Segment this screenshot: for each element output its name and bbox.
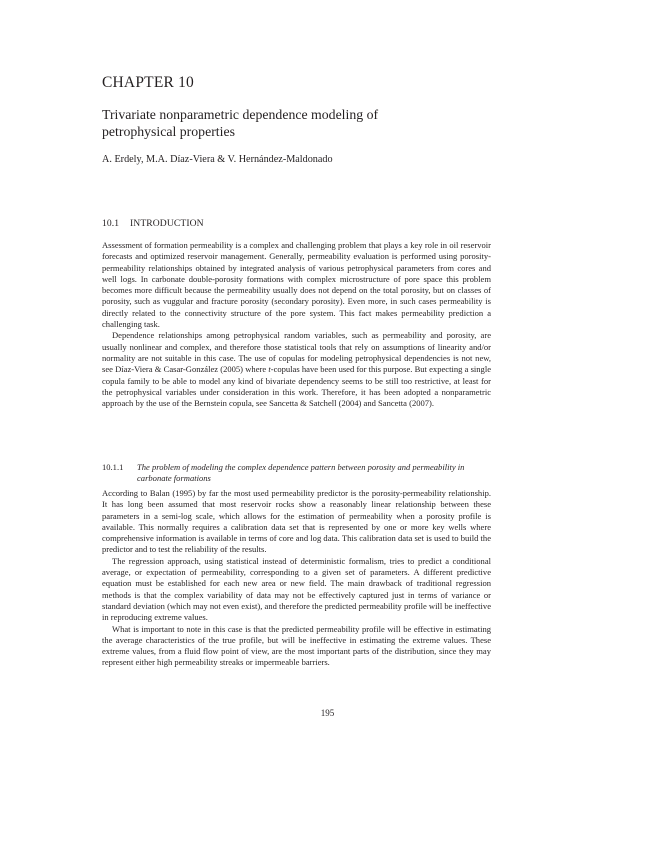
paragraph-4: The regression approach, using statistical instead of deterministic formalism, tries to predict a conditional average, or expectation of permeability, corresponding to a given set of parameters. A different predictive equation must be established for each new area or new field. The main drawback of traditional regression methods is that the complex variability of data may not be effectively captured just in terms of variance or standard deviation (which may not even exist), and therefore the predicted permeability profile will be ineffective in reproducing extreme values. bbox=[102, 555, 491, 623]
paragraph-2-end: -copulas have been used for this purpose. But expecting a single copula family to be able to model any kind of bivariate dependency seems to be still too restrictive, at least for the petrophysical variables under consideration in this work. Therefore, it has been adopted a nonparametric approach by the use of the Bernstein copula, see Sancetta & Satchell (2004) and Sancetta (2007). bbox=[102, 364, 491, 409]
chapter-label: CHAPTER 10 bbox=[102, 74, 194, 91]
paragraph-2-italic: t bbox=[268, 364, 271, 375]
section-number: 10.1 bbox=[102, 218, 120, 229]
subsection-heading bbox=[102, 462, 491, 485]
chapter-title-line-1: Trivariate nonparametric dependence modeling of bbox=[102, 107, 379, 122]
page-number: 195 bbox=[320, 708, 335, 718]
chapter-title bbox=[102, 106, 522, 140]
section-heading bbox=[102, 218, 204, 229]
subsection-number: 10.1.1 bbox=[102, 462, 124, 472]
chapter-title-line-2: petrophysical properties bbox=[102, 124, 235, 139]
section-title: INTRODUCTION bbox=[130, 218, 204, 229]
paragraph-5: What is important to note in this case is that the predicted permeability profile will be effective in estimating the average characteristics of the true profile, but will be ineffective in estimating the extreme values. These extreme values, from a fluid flow point of view, are the most important parts of the distribution, since they may represent either high permeability streaks or impermeable barriers. bbox=[102, 623, 491, 668]
subsection-title: The problem of modeling the complex dependence pattern between porosity and permeability in carbonate formations bbox=[137, 462, 465, 484]
paragraph-2 bbox=[102, 330, 491, 409]
paragraph-2-start: Dependence relationships among petrophysical random variables, such as permeability and porosity, are usually nonlinear and complex, and therefore those statistical tools that rely on assumptions of linearity and/or normality are not suitable in this case. The use of copulas for modeling petrophysical dependencies is not new, see Díaz-Viera & Casar-González (2005) where bbox=[102, 330, 491, 375]
authors: A. Erdely, M.A. Díaz-Viera & V. Hernández-Maldonado bbox=[102, 154, 333, 165]
subsection-body bbox=[102, 488, 491, 669]
introduction-body bbox=[102, 240, 491, 409]
paragraph-3: According to Balan (1995) by far the most used permeability predictor is the porosity-permeability relationship. It has long been assumed that most reservoir rocks show a reasonably linear relationship between these parameters in a semi-log scale, which allows for the estimation of permeability when a porosity profile is available. This normally requires a calibration data set that is represented by one or more key wells where comprehensive information is available in terms of core and log data. This calibration data set is used to build the predictor and to test the reliability of the results. bbox=[102, 488, 491, 555]
paragraph-1: Assessment of formation permeability is a complex and challenging problem that plays a key role in oil reservoir forecasts and optimized reservoir management. Generally, permeability evaluation is performed using porosity-permeability relationships obtained by integrated analysis of various petrophysical parameters from cores and well logs. In carbonate double-porosity formations with complex microstructure of pore space this problem becomes more difficult because the permeability usually does not depend on the total porosity, but on classes of porosity, such as vuggular and fracture porosity (secondary porosity). Even more, in such cases permeability is directly related to the connectivity structure of the pore system. This fact makes permeability prediction a challenging task. bbox=[102, 240, 491, 330]
